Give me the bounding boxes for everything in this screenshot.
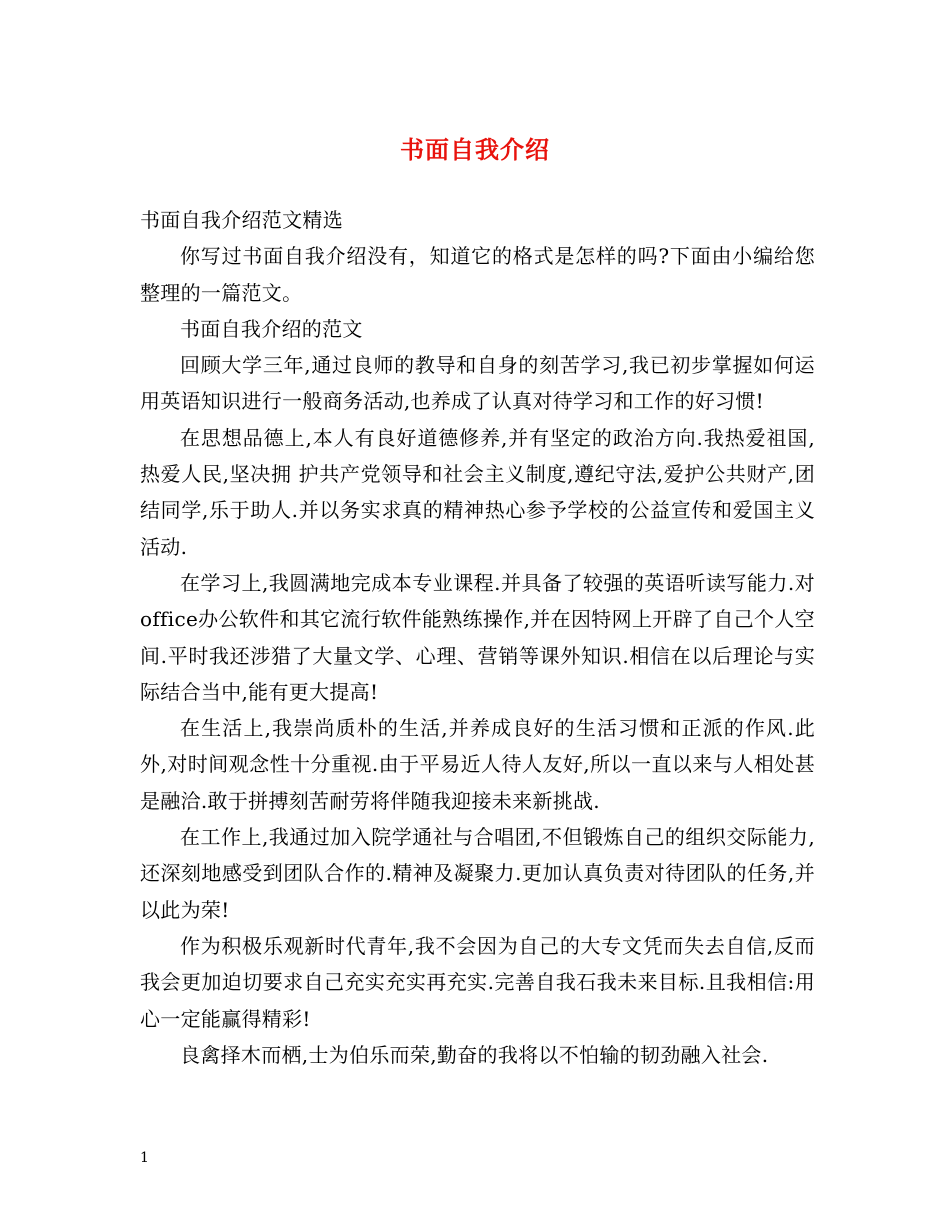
paragraph: 在学习上,我圆满地完成本专业课程.并具备了较强的英语听读写能力.对office办公软件和其它流行软件能熟练操作,并在因特网上开辟了自己个人空间.平时我还涉猎了大量文学、心理、营销等课外知识.相信在以后理论与实际结合当中,能有更大提高! xyxy=(140,570,815,704)
paragraph: 作为积极乐观新时代青年,我不会因为自己的大专文凭而失去自信,反而我会更加迫切要求自己充实充实再充实.完善自我石我未来目标.且我相信:用心一定能赢得精彩! xyxy=(140,933,815,1031)
paragraph-heading: 书面自我介绍的范文 xyxy=(180,316,363,341)
page-number: 1 xyxy=(140,1150,149,1166)
paragraph: 回顾大学三年,通过良师的教导和自身的刻苦学习,我已初步掌握如何运用英语知识进行一般商务活动,也养成了认真对待学习和工作的好习惯! xyxy=(140,353,815,414)
paragraph: 在工作上,我通过加入院学通社与合唱团,不但锻炼自己的组织交际能力,还深刻地感受到团队合作的.精神及凝聚力.更加认真负责对待团队的任务,并以此为荣! xyxy=(140,825,815,922)
paragraph-subtitle: 书面自我介绍范文精选 xyxy=(140,208,343,232)
paragraph: 你写过书面自我介绍没有，知道它的格式是怎样的吗?下面由小编给您整理的一篇范文。 xyxy=(140,244,815,305)
document-title: 书面自我介绍 xyxy=(400,135,550,164)
document-body xyxy=(140,202,815,1073)
paragraph: 在思想品德上,本人有良好道德修养,并有坚定的政治方向.我热爱祖国,热爱人民,坚决拥 护共产党领导和社会主义制度,遵纪守法,爱护公共财产,团结同学,乐于助人.并以务实求真的精神热心参予学校的公益宣传和爱国主义活动. xyxy=(140,425,815,559)
paragraph: 良禽择木而栖,士为伯乐而荣,勤奋的我将以不怕输的韧劲融入社会. xyxy=(180,1042,769,1067)
paragraph: 在生活上,我崇尚质朴的生活,并养成良好的生活习惯和正派的作风.此外,对时间观念性十分重视.由于平易近人待人友好,所以一直以来与人相处甚是融洽.敢于拼搏刻苦耐劳将伴随我迎接未来新挑战. xyxy=(140,716,815,813)
